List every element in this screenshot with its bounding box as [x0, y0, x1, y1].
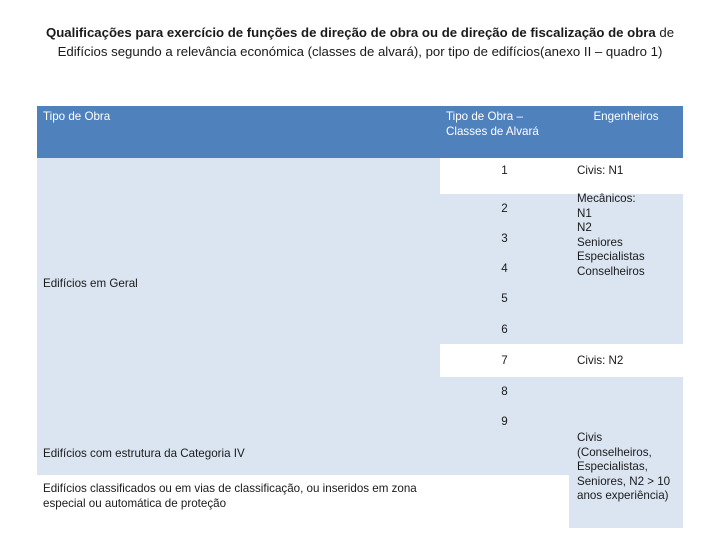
eng-civis-n2: Civis: N2 [569, 344, 683, 377]
eng-mecanicos [569, 194, 683, 344]
eng-civis-final [569, 377, 683, 528]
eng-civis-n1: Civis: N1 [569, 158, 683, 194]
class-cell-blank [440, 440, 569, 475]
header-classes: Tipo de Obra – Classes de Alvará [440, 106, 569, 158]
class-cell-9: 9 [440, 408, 569, 440]
class-cell-8: 8 [440, 377, 569, 408]
row-edificios-geral-label: Edifícios em Geral [43, 277, 138, 290]
row-classificados: Edifícios classificados ou em vias de classificação, ou inseridos em zona especial ou automática de proteção [37, 475, 440, 528]
header-tipo-obra: Tipo de Obra [37, 106, 440, 158]
row-categoria-iv: Edifícios com estrutura da Categoria IV [37, 440, 440, 475]
class-cell-6: 6 [440, 314, 569, 344]
class-cell-4: 4 [440, 254, 569, 284]
eng-mecanicos-text: Mecânicos: N1 N2 Seniores Especialistas Conselheiros [577, 192, 645, 278]
class-cell-2: 2 [440, 194, 569, 224]
class-cell-3: 3 [440, 224, 569, 254]
eng-civis-final-text: Civis (Conselheiros, Especialistas, Seniores, N2 > 10 anos experiência) [577, 431, 671, 503]
title-rest: de Edifícios segundo a relevância económica (classes de alvará), por tipo de edifícios(anexo II – quadro 1) [57, 25, 675, 59]
class-cell-blank-2 [440, 475, 569, 528]
class-cell-1: 1 [440, 158, 569, 194]
class-cell-5: 5 [440, 284, 569, 314]
title-bold: Qualificações para exercício de funções de direção de obra ou de direção de fiscalização de obra [45, 25, 656, 40]
page-title [28, 24, 692, 61]
row-edificios-geral [37, 158, 440, 440]
class-cell-7: 7 [440, 344, 569, 377]
header-engenheiros: Engenheiros [569, 106, 683, 158]
